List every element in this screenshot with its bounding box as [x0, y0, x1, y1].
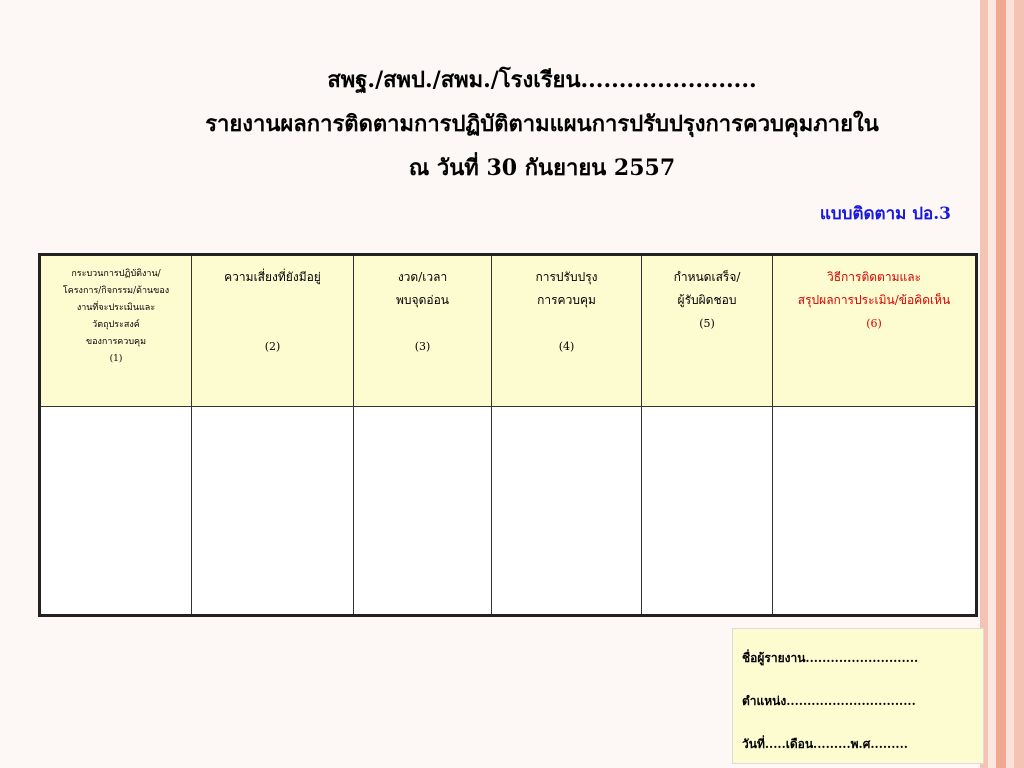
- monitoring-table: [38, 253, 978, 617]
- header-report-title: รายงานผลการติดตามการปฏิบัติตามแผนการปรับปรุงการควบคุมภายใน: [205, 111, 879, 137]
- table-row: [40, 407, 977, 616]
- reporter-info-box: [732, 628, 984, 764]
- column-header-6: วิธีการติดตามและ สรุปผลการประเมิน/ข้อคิดเห็น (6): [773, 255, 977, 407]
- column-header-4: การปรับปรุง การควบคุม (4): [492, 255, 642, 407]
- table-cell-4[interactable]: [492, 407, 642, 616]
- form-code-label: แบบติดตาม ปอ.3: [819, 204, 951, 224]
- column-header-3: งวด/เวลา พบจุดอ่อน (3): [354, 255, 492, 407]
- table-cell-2[interactable]: [192, 407, 354, 616]
- reporter-name-field: ชื่อผู้รายงาน...........................: [742, 651, 919, 665]
- table-header-row: [40, 255, 977, 407]
- column-header-5: กำหนดเสร็จ/ ผู้รับผิดชอบ (5): [642, 255, 773, 407]
- table-cell-6[interactable]: [773, 407, 977, 616]
- table-cell-3[interactable]: [354, 407, 492, 616]
- header-agency-line: สพฐ./สพป./สพม./โรงเรียน.......................: [327, 67, 757, 93]
- column-header-2: ความเสี่ยงที่ยังมีอยู่ (2): [192, 255, 354, 407]
- table-cell-5[interactable]: [642, 407, 773, 616]
- document-header: [0, 58, 1024, 190]
- report-date-field: วันที่.....เดือน.........พ.ศ.........: [742, 737, 908, 751]
- table-cell-1[interactable]: [40, 407, 192, 616]
- column-header-1: กระบวนการปฏิบัติงาน/ โครงการ/กิจกรรม/ด้านของ งานที่จะประเมินและ วัตถุประสงค์ ของการควบคุม (1): [40, 255, 192, 407]
- header-date-line: ณ วันที่ 30 กันยายน 2557: [408, 155, 676, 181]
- reporter-position-field: ตำแหน่ง...............................: [742, 694, 916, 708]
